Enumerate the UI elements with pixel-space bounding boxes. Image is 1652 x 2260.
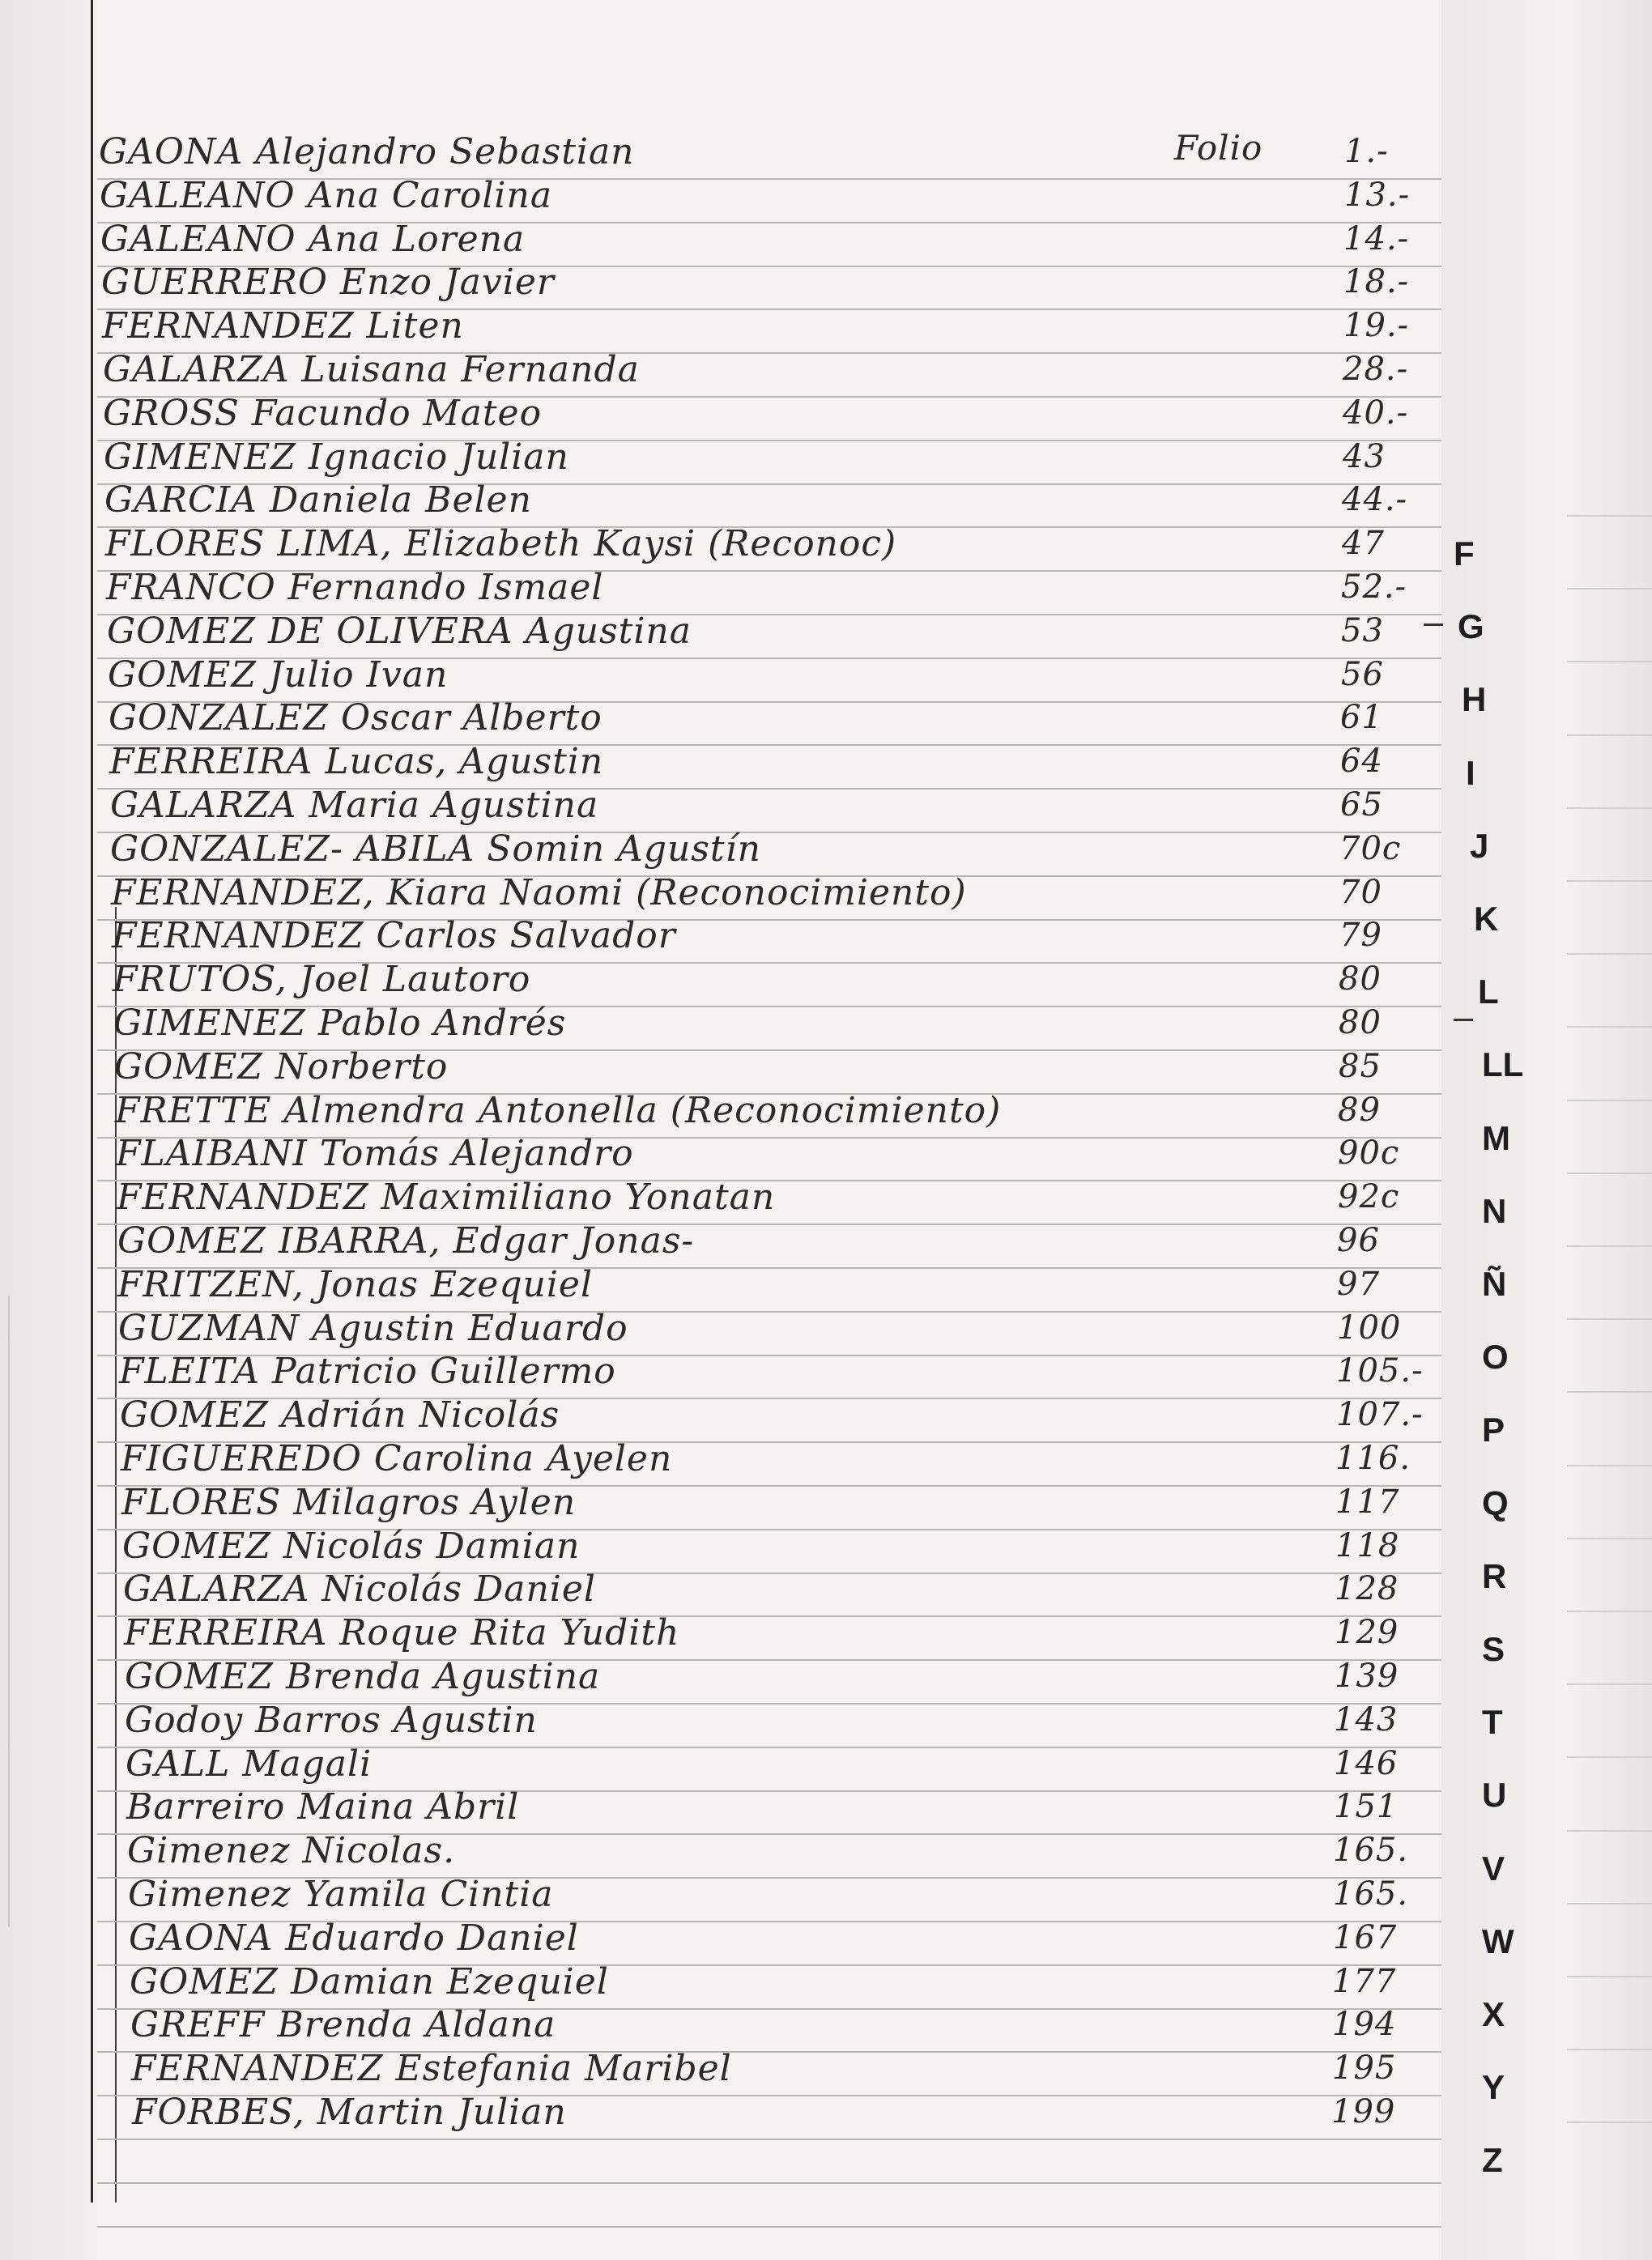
entry-folio: 80	[1339, 1004, 1382, 1041]
index-tab-edge	[1567, 1611, 1652, 1612]
index-tab-edge	[1567, 734, 1652, 736]
entry-folio: 85	[1339, 1048, 1382, 1085]
entry-name: GALARZA Luisana Fernanda	[103, 349, 640, 390]
alphabet-index-strip	[1441, 0, 1652, 2260]
entry-name: GREFF Brenda Aldana	[130, 2004, 556, 2045]
entry-name: FERNANDEZ Maximiliano Yonatan	[117, 1177, 776, 1218]
entry-folio: 52.-	[1341, 568, 1407, 606]
index-tab-f[interactable]: F	[1454, 534, 1475, 572]
ruled-line	[97, 2139, 1441, 2140]
entry-name: FERNANDEZ Liten	[102, 305, 464, 347]
entry-folio: 70c	[1339, 830, 1402, 867]
ruled-line	[97, 2182, 1441, 2184]
entry-name: FRETTE Almendra Antonella (Reconocimiento)	[115, 1090, 1002, 1131]
entry-folio: 90c	[1338, 1134, 1400, 1172]
entry-name: GAONA Alejandro Sebastian	[99, 131, 635, 172]
entry-folio: 146	[1334, 1745, 1399, 1782]
entry-folio: 43	[1343, 438, 1386, 475]
index-tab-k[interactable]: K	[1474, 900, 1499, 938]
entry-name: Barreiro Maina Abril	[126, 1786, 520, 1828]
entry-name: FLAIBANI Tomás Alejandro	[116, 1133, 634, 1174]
index-tab-edge	[1567, 1538, 1652, 1539]
index-tab-w[interactable]: W	[1482, 1922, 1514, 1960]
entry-name: GOMEZ Julio Ivan	[108, 654, 449, 696]
index-tab-edge	[1567, 1026, 1652, 1028]
entry-folio: 139	[1335, 1658, 1399, 1695]
entry-name: GALARZA Maria Agustina	[110, 785, 599, 826]
index-tab-ñ[interactable]: Ñ	[1482, 1265, 1507, 1303]
entry-name: GOMEZ Nicolás Damian	[122, 1526, 581, 1567]
index-tab-edge	[1567, 1683, 1652, 1685]
entry-name: FLORES LIMA, Elizabeth Kaysi (Reconoc)	[105, 523, 897, 564]
index-tab-r[interactable]: R	[1482, 1557, 1507, 1595]
entry-folio: 100	[1337, 1309, 1402, 1347]
entry-name: FERNANDEZ Carlos Salvador	[112, 915, 676, 956]
entry-name: GUZMAN Agustin Eduardo	[118, 1308, 628, 1349]
index-tab-edge	[1567, 1100, 1652, 1101]
entry-name: GONZALEZ- ABILA Somin Agustín	[110, 828, 762, 870]
index-tab-x[interactable]: X	[1482, 1995, 1505, 2033]
entry-folio: 1.-	[1344, 133, 1389, 170]
entry-name: FERNANDEZ, Kiara Naomi (Reconocimiento)	[111, 872, 967, 913]
index-tab-edge	[1567, 1903, 1652, 1905]
entry-name: Gimenez Nicolas.	[127, 1830, 456, 1871]
index-tab-j[interactable]: J	[1470, 827, 1489, 865]
entry-folio: 13.-	[1344, 177, 1411, 214]
entry-folio: 40.-	[1343, 394, 1409, 432]
entry-folio: 92c	[1338, 1178, 1400, 1215]
index-tab-p[interactable]: P	[1482, 1411, 1505, 1449]
entry-folio: 107.-	[1336, 1396, 1424, 1433]
index-tab-edge	[1567, 880, 1652, 882]
index-tab-edge	[1567, 2049, 1652, 2050]
entry-folio: 128	[1335, 1570, 1399, 1607]
entry-folio: 195	[1332, 2049, 1397, 2087]
entry-folio: 118	[1335, 1527, 1400, 1564]
index-tab-m[interactable]: M	[1482, 1119, 1510, 1157]
entry-folio: 80	[1339, 960, 1382, 998]
entry-folio: 56	[1341, 656, 1384, 693]
entry-name: Godoy Barros Agustin	[125, 1700, 538, 1741]
index-tab-edge	[1567, 1173, 1652, 1174]
entry-name: GONZALEZ Oscar Alberto	[109, 697, 602, 738]
index-tab-g[interactable]: G	[1458, 607, 1484, 645]
left-margin-line	[91, 0, 93, 2203]
entry-name: GALEANO Ana Carolina	[100, 175, 553, 216]
index-tab-edge	[1567, 2122, 1652, 2123]
entry-name: GALEANO Ana Lorena	[100, 219, 526, 260]
entry-name: GOMEZ Adrián Nicolás	[120, 1394, 560, 1436]
entry-name: FERREIRA Roque Rita Yudith	[124, 1612, 680, 1654]
entry-folio: 28.-	[1343, 351, 1409, 388]
tick-mark	[1424, 624, 1443, 626]
index-tab-edge	[1567, 1318, 1652, 1320]
index-tab-ll[interactable]: LL	[1482, 1045, 1524, 1083]
page-left-shadow	[0, 0, 97, 2260]
entry-folio: 44.-	[1342, 481, 1408, 518]
index-tab-edge	[1567, 1756, 1652, 1758]
page-fold-line	[8, 1296, 10, 1927]
entry-name: GAONA Eduardo Daniel	[129, 1917, 579, 1959]
entry-folio: 167	[1333, 1919, 1398, 1956]
entry-folio: 47	[1342, 525, 1385, 562]
index-tab-edge	[1567, 1245, 1652, 1247]
entry-folio: 129	[1335, 1614, 1399, 1651]
entry-name: Gimenez Yamila Cintia	[128, 1874, 554, 1915]
index-tab-q[interactable]: Q	[1482, 1484, 1509, 1522]
entry-folio: 70	[1339, 874, 1382, 911]
index-tab-edge	[1567, 588, 1652, 589]
entry-name: GUERRERO Enzo Javier	[101, 262, 555, 303]
entry-name: GOMEZ Norberto	[114, 1046, 449, 1087]
entry-name: FERREIRA Lucas, Agustin	[109, 741, 604, 782]
entry-name: FLEITA Patricio Guillermo	[119, 1351, 616, 1392]
entry-name: GROSS Facundo Mateo	[103, 393, 543, 434]
entry-folio: 151	[1334, 1788, 1399, 1825]
entry-folio: 53	[1341, 612, 1384, 649]
index-tab-l[interactable]: L	[1478, 973, 1499, 1011]
index-tab-y[interactable]: Y	[1482, 2068, 1505, 2106]
index-tab-edge	[1567, 515, 1652, 517]
index-tab-z[interactable]: Z	[1482, 2141, 1503, 2179]
entry-name: FRANCO Fernando Ismael	[106, 567, 604, 608]
entry-folio: 116.	[1335, 1440, 1411, 1477]
index-tab-edge	[1567, 1830, 1652, 1832]
entry-folio: 18.-	[1343, 263, 1410, 300]
entry-name: GOMEZ DE OLIVERA Agustina	[107, 611, 692, 652]
index-tab-i[interactable]: I	[1466, 754, 1475, 792]
entry-folio: 64	[1340, 743, 1383, 780]
entry-folio: 117	[1335, 1483, 1400, 1521]
entry-name: FRITZEN, Jonas Ezequiel	[117, 1264, 594, 1305]
index-tab-v[interactable]: V	[1482, 1849, 1505, 1888]
entry-folio: 199	[1331, 2093, 1396, 2130]
index-tab-edge	[1567, 807, 1652, 809]
tick-mark	[1454, 1019, 1473, 1021]
entry-name: GOMEZ IBARRA, Edgar Jonas-	[117, 1220, 695, 1262]
entry-folio: 96	[1337, 1222, 1380, 1259]
folio-column-heading: Folio	[1174, 128, 1263, 168]
entry-folio: 177	[1332, 1963, 1397, 2000]
index-tab-t[interactable]: T	[1482, 1703, 1503, 1741]
index-tab-o[interactable]: O	[1482, 1338, 1509, 1376]
index-tab-edge	[1567, 1465, 1652, 1466]
index-tab-u[interactable]: U	[1482, 1776, 1507, 1814]
entry-folio: 65	[1340, 786, 1383, 824]
entry-name: GIMENEZ Pablo Andrés	[113, 1002, 567, 1044]
entry-name: GALARZA Nicolás Daniel	[123, 1568, 596, 1610]
entry-name: FERNANDEZ Estefania Maribel	[131, 2048, 732, 2089]
entry-folio: 61	[1340, 699, 1383, 736]
entry-folio: 97	[1337, 1266, 1380, 1303]
entry-folio: 89	[1338, 1092, 1381, 1129]
index-tab-n[interactable]: N	[1482, 1192, 1507, 1230]
index-tab-h[interactable]: H	[1462, 680, 1487, 718]
entry-folio: 105.-	[1336, 1352, 1424, 1390]
entry-folio: 19.-	[1343, 307, 1410, 344]
entry-name: GIMENEZ Ignacio Julian	[104, 436, 569, 478]
ruled-line	[97, 2226, 1441, 2228]
entry-folio: 14.-	[1343, 220, 1410, 257]
entry-name: GOMEZ Damian Ezequiel	[130, 1961, 609, 2003]
entry-name: GOMEZ Brenda Agustina	[125, 1656, 601, 1697]
entry-folio: 79	[1339, 917, 1382, 954]
entry-name: FIGUEREDO Carolina Ayelen	[121, 1438, 673, 1479]
entry-folio: 194	[1332, 2006, 1397, 2043]
entry-name: GALL Magali	[126, 1743, 373, 1785]
entry-name: FORBES, Martin Julian	[132, 2092, 567, 2133]
entry-folio: 165.	[1333, 1875, 1409, 1913]
entry-folio: 143	[1334, 1701, 1399, 1739]
index-tab-edge	[1567, 661, 1652, 662]
index-tab-edge	[1567, 1391, 1652, 1393]
entry-folio: 165.	[1333, 1832, 1409, 1869]
index-tab-edge	[1567, 1976, 1652, 1977]
entry-name: FRUTOS, Joel Lautoro	[113, 959, 531, 1000]
index-tab-edge	[1567, 953, 1652, 955]
index-tab-s[interactable]: S	[1482, 1630, 1505, 1668]
entry-name: GARCIA Daniela Belen	[104, 479, 532, 521]
entry-name: FLORES Milagros Aylen	[121, 1482, 577, 1523]
